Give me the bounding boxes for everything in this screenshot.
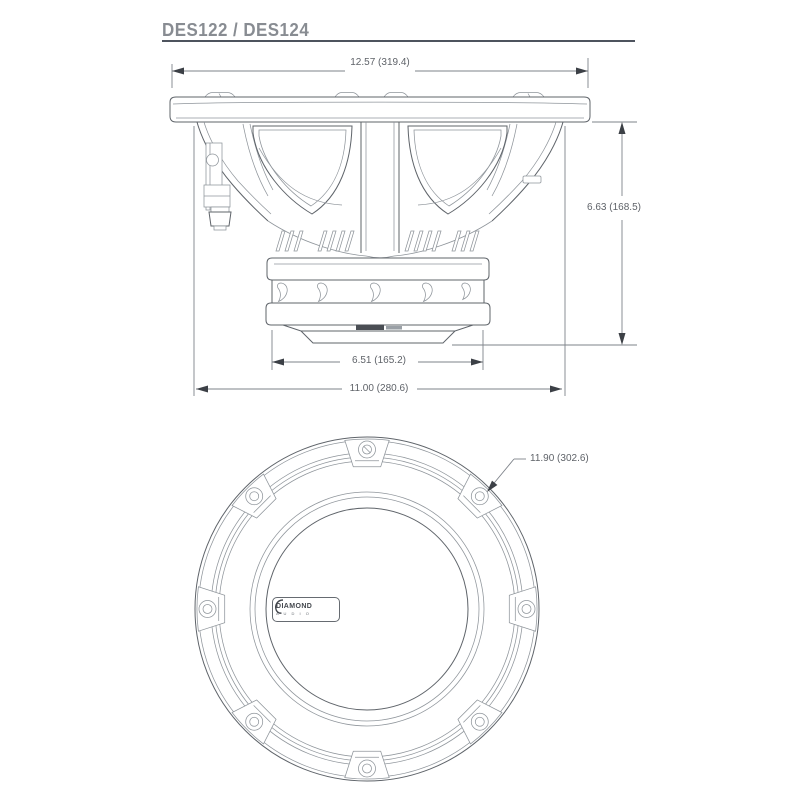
logo-sub-text: A U D I O — [276, 610, 311, 616]
flange — [170, 97, 590, 122]
diamond-audio-swoosh-icon — [273, 598, 286, 615]
flange-gasket-bumps — [205, 93, 544, 98]
logo-brand-text: DIAMOND — [276, 603, 313, 611]
dim-label-magnet-od: 6.51 (165.2) — [352, 355, 406, 366]
dim-label-basket-od: 11.00 (280.6) — [349, 383, 409, 394]
logo-badge — [272, 597, 340, 622]
dimension-bolt-circle-leader — [487, 459, 526, 492]
side-view — [170, 58, 637, 396]
title-underline — [162, 40, 635, 42]
dim-label-flange-od: 12.57 (319.4) — [350, 57, 410, 68]
motor-assembly — [266, 258, 490, 343]
mounting-ears — [197, 439, 537, 779]
dim-label-bolt-circle: 11.90 (302.6) — [530, 453, 589, 464]
cone-neck — [268, 221, 492, 258]
terminal-block — [204, 143, 231, 230]
basket — [197, 122, 563, 253]
front-view — [195, 437, 539, 781]
page-title: DES122 / DES124 — [162, 20, 310, 40]
back-plate-label — [356, 325, 384, 331]
dim-label-mounting-depth: 6.63 (168.5) — [587, 202, 641, 213]
